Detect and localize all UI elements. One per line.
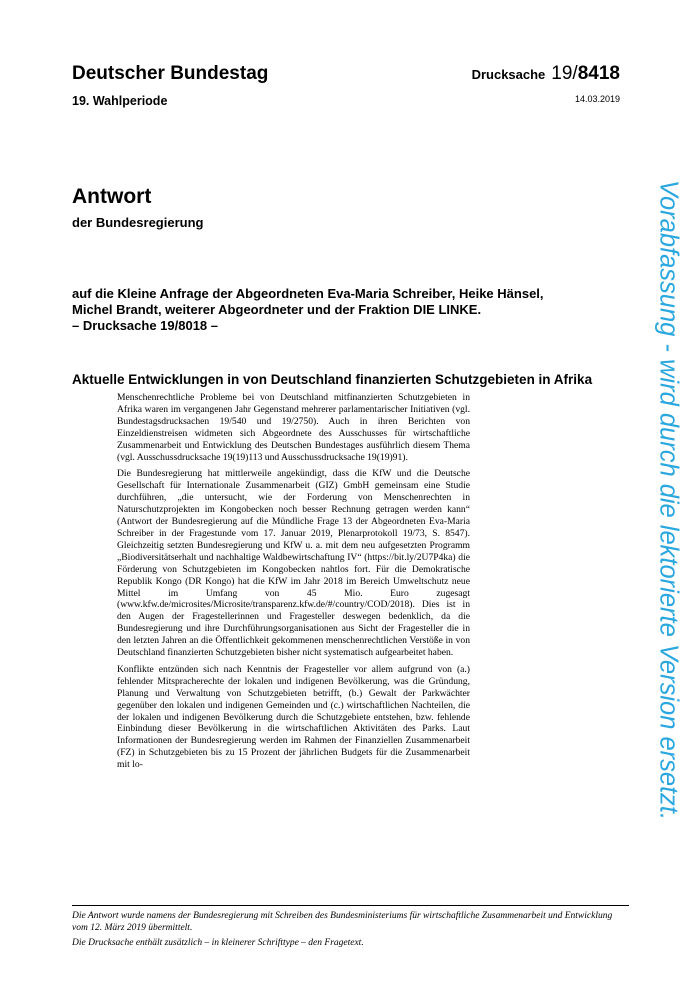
header-left xyxy=(72,62,268,108)
document-title: Antwort xyxy=(72,185,152,208)
footnote-divider xyxy=(72,905,629,906)
preliminary-remark xyxy=(117,392,470,776)
inquiry-reference xyxy=(72,286,632,334)
preliminary-version-stamp xyxy=(646,100,690,900)
inquiry-line: Michel Brandt, weiterer Abgeordneter und der Fraktion DIE LINKE. xyxy=(72,302,482,317)
institution-title: Deutscher Bundestag xyxy=(72,63,269,84)
body-paragraph: Konflikte entzünden sich nach Kenntnis der Fragesteller vor allem aufgrund von (a.) fehlender Mitspracherechte der lokalen und indigenen Bevölkerung, was die Gründung, Planung und Verwaltung von Schutzgebieten betrifft, (b.) Gewalt der Parkwächter gegenüber den lokalen und indigenen Gemeinden und (c.) wirtschaftlichen Nachteilen, die der lokalen und indigenen Bevölkerung durch die Schutzgebiete entstehen, bzw. fehlende Einbindung dieser Bevölkerung in die wirtschaftlichen Aktivitäten des Parks. Laut Informationen der Bundesregierung werden im Rahmen der Finanziellen Zusammenarbeit (FZ) in Schutzgebieten bis zu 15 Prozent der jährlichen Budgets für die Zusammenarbeit mit lo- xyxy=(117,663,470,771)
legislative-period: 19. Wahlperiode xyxy=(72,94,168,108)
body-paragraph: Menschenrechtliche Probleme bei von Deutschland mitfinanzierten Schutzgebieten in Afrika waren im vergangenen Jahr Gegenstand mehrerer parlamentarischer Initiativen (vgl. Bundestagsdrucksachen 19/540 und 19/2750). Auch in ihren Berichten von Einzeldienstreisen widmeten sich Abgeordnete des Ausschusses für wirtschaftliche Zusammenarbeit und Entwicklung des Deutschen Bundestages ausführlich diesem Thema (vgl. Ausschussdrucksache 19(19)113 und Ausschussdrucksache 19(19)91). xyxy=(117,392,470,463)
document-date: 14.03.2019 xyxy=(574,94,620,104)
stamp-text: Vorabfassung - wird durch die lektorierte Version ersetzt. xyxy=(654,179,683,821)
header-right xyxy=(472,62,620,104)
footnote xyxy=(72,911,629,954)
body-paragraph: Die Bundesregierung hat mittlerweile angekündigt, dass die KfW und die Deutsche Gesellschaft für Internationale Zusammenarbeit (GIZ) GmbH gemeinsam eine Studie durchführen, „die untersucht, wie der Forderung von Menschenrechten in Naturschutzprojekten im Kongobecken noch besser Rechnung getragen werden kann“ (Antwort der Bundesregierung auf die Mündliche Frage 13 der Abgeordneten Eva-Maria Schreiber in der Fragestunde vom 17. Januar 2019, Plenarprotokoll 19/73, S. 8547). Gleichzeitig setzten Bundesregierung und KfW u. a. mit dem neu aufgesetzten Programm „Biodiversitätserhalt und nachhaltige Waldbewirtschaftung IV“ (https://bit.ly/2U7P4ka) die Förderung von Schutzgebieten im Kongobecken nahtlos fort. Für die Demokratische Republik Kongo (DR Kongo) hat die KfW im Jahr 2018 im Bereich Umweltschutz neue Mittel im Umfang von 45 Mio. Euro zugesagt (www.kfw.de/microsites/Microsite/transparenz.kfw.de/#/country/COD/2018). Dies ist in den Augen der Fragestellerinnen und Fragesteller deswegen bedenklich, da die Bundesregierung und ihre Durchführungsorganisationen aus Sicht der Fragesteller die in den letzten Jahren an die Öffentlichkeit gekommenen menschenrechtlichen Verstöße in von Deutschland finanzierten Schutzgebieten bisher nicht systematisch aufgearbeitet haben. xyxy=(117,468,470,659)
topic-heading: Aktuelle Entwicklungen in von Deutschland finanzierten Schutzgebieten in Afrika xyxy=(72,372,593,387)
drucksache-number: 8418 xyxy=(577,63,620,84)
document-subtitle: der Bundesregierung xyxy=(72,215,204,230)
drucksache-number-prefix: 19/ xyxy=(551,63,578,84)
drucksache-label: Drucksache xyxy=(471,67,546,82)
inquiry-line: auf die Kleine Anfrage der Abgeordneten Eva-Maria Schreiber, Heike Hänsel, xyxy=(72,286,544,301)
footnote-transmission: Die Antwort wurde namens der Bundesregierung mit Schreiben des Bundesministeriums für wirtschaftliche Zusammenarbeit und Entwicklung vom 12. März 2019 übermittelt. xyxy=(72,911,613,933)
footnote-questiontext: Die Drucksache enthält zusätzlich – in kleinerer Schrifttype – den Fragetext. xyxy=(72,938,364,948)
drucksache-line xyxy=(472,62,620,87)
inquiry-drucksache: – Drucksache 19/8018 – xyxy=(72,318,218,333)
